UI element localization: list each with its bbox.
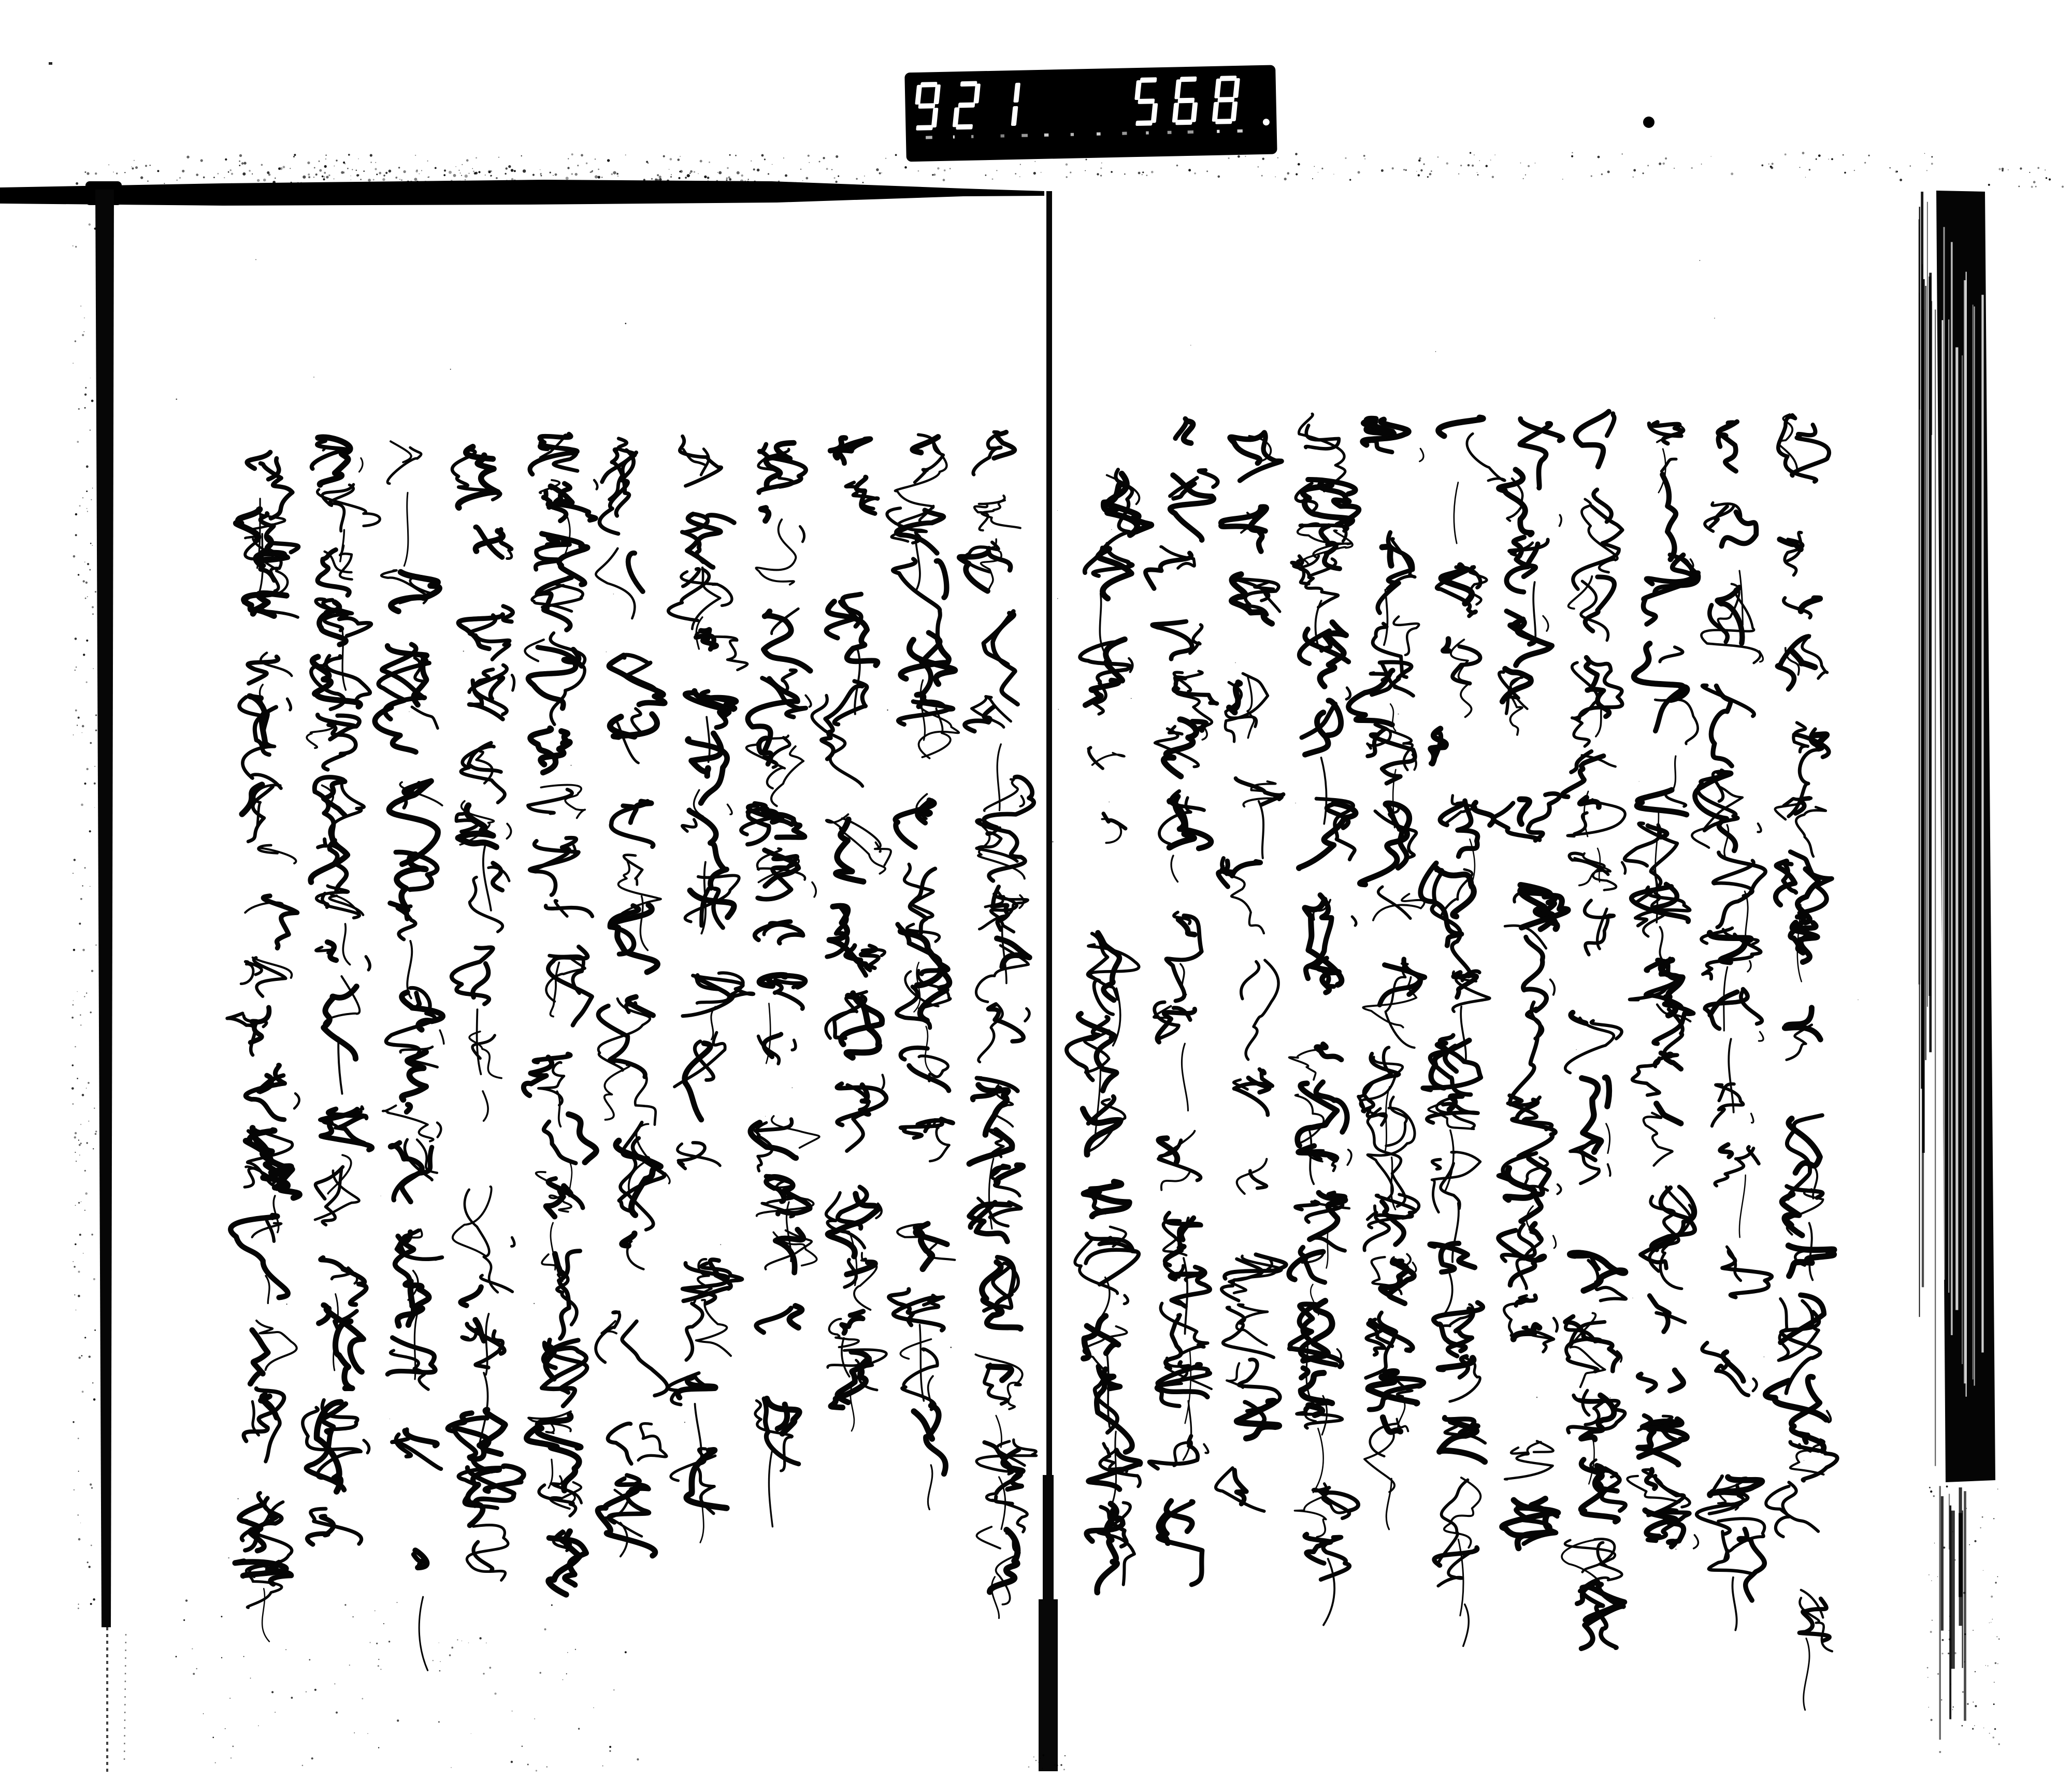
manuscript-column	[887, 435, 959, 1509]
left-binding-edge	[95, 190, 126, 1774]
counter-tick-mark	[1122, 132, 1127, 135]
counter-tick-mark	[1188, 131, 1193, 134]
noise-region	[1927, 1485, 2000, 1753]
manuscript-column	[1420, 417, 1505, 1646]
noise-region	[71, 223, 97, 1609]
manuscript-column	[596, 439, 670, 1557]
manuscript-column	[1067, 470, 1151, 1593]
manuscript-column	[668, 436, 754, 1542]
manuscript-column	[812, 438, 890, 1431]
manuscript-column	[1562, 412, 1626, 1648]
counter-tick-mark	[1000, 134, 1004, 137]
frame-counter-display	[904, 65, 1277, 162]
counter-tick-mark	[1237, 129, 1242, 133]
counter-tick-mark	[971, 135, 973, 138]
manuscript-column	[1766, 414, 1837, 1710]
scan-artifact-dot	[1643, 117, 1654, 128]
manuscript-column	[524, 434, 597, 1595]
page-top-edge-shadow	[0, 62, 1044, 206]
counter-tick-mark	[1021, 134, 1028, 137]
counter-tick-mark	[1217, 130, 1219, 133]
noise-region	[1988, 167, 2064, 187]
manuscript-column	[1493, 419, 1568, 1549]
counter-tick-mark	[1044, 134, 1049, 137]
right-page-edge	[1918, 191, 1995, 1740]
counter-tick-mark	[1097, 132, 1101, 135]
counter-tick-mark	[953, 135, 955, 138]
top-left-speck	[49, 62, 52, 65]
manuscript-column	[448, 447, 524, 1581]
manuscript-column	[1692, 422, 1772, 1630]
noise-region	[1066, 152, 1933, 181]
scan-artifacts	[1643, 117, 1654, 128]
manuscript-column	[375, 441, 444, 1670]
manuscript-column	[303, 437, 380, 1544]
manuscript-column	[741, 443, 819, 1527]
noise-region	[176, 1599, 639, 1771]
manuscript-column	[227, 452, 299, 1642]
manuscript-column	[959, 432, 1036, 1618]
left-page-text-columns	[227, 432, 1037, 1670]
right-page-text-columns	[1067, 412, 1837, 1710]
counter-tick-mark	[1146, 132, 1149, 135]
manuscript-column	[1624, 422, 1699, 1549]
center-gutter-line	[1039, 191, 1058, 1771]
manuscript-column	[1348, 418, 1424, 1529]
manuscript-column	[1289, 414, 1359, 1625]
manuscript-column	[1146, 419, 1218, 1585]
counter-tick-mark	[926, 136, 932, 139]
counter-tick-mark	[1071, 133, 1074, 136]
manuscript-column	[1216, 433, 1286, 1511]
counter-tick-mark	[1168, 131, 1172, 134]
